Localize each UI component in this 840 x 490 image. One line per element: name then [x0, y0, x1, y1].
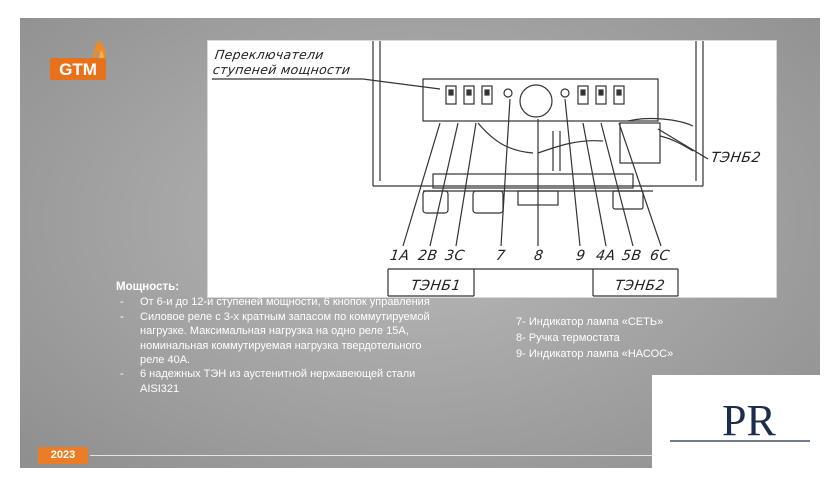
callout-1a: 1A: [388, 248, 411, 264]
year-badge: 2023: [38, 447, 88, 464]
callout-7: 7: [494, 248, 507, 264]
power-title: Мощность:: [116, 281, 180, 293]
callout-legend: [516, 314, 673, 362]
power-description: [116, 280, 436, 396]
legend-item-9: 9- Индикатор лампа «НАСОС»: [516, 348, 674, 360]
callout-8: 8: [532, 248, 545, 264]
callout-6c: 6C: [648, 248, 671, 264]
callout-3c: 3C: [443, 248, 466, 264]
legend-item-8: 8- Ручка термостата: [516, 332, 620, 344]
callout-2b: 2B: [416, 248, 439, 264]
drawing-title: [212, 47, 354, 77]
pr-monogram-icon: [670, 389, 810, 459]
power-feature-item: - 6 надежных ТЭН из аустенитной нержавеющей стали AISI321: [116, 367, 436, 396]
callout-5b: 5B: [620, 248, 643, 264]
wiring-diagram: [207, 40, 777, 298]
side-label-tenb2: ТЭНБ2: [709, 150, 763, 166]
drawing-title-line1: Переключатели: [214, 47, 325, 62]
svg-text:PR: PR: [722, 396, 776, 445]
watermark-logo: [652, 375, 824, 473]
power-feature-item: - От 6-и до 12-и ступеней мощности, 6 кнопок управления: [116, 295, 436, 309]
group-label-left: ТЭНБ1: [409, 278, 463, 294]
company-logo: [48, 38, 112, 84]
callout-9: 9: [574, 248, 587, 264]
power-feature-item: - Силовое реле с 3-х кратным запасом по коммутируемой нагрузке. Максимальная нагрузка на одно реле 15А, номинальная коммутируемая нагрузка твердотельного реле 40А.: [116, 310, 436, 368]
svg-text:GTM: GTM: [59, 60, 97, 79]
callout-4a: 4A: [594, 248, 617, 264]
power-features-list: [116, 295, 436, 396]
group-label-right: ТЭНБ2: [613, 278, 667, 294]
drawing-title-line2: ступеней мощности: [211, 62, 352, 77]
control-panel-drawing: [208, 41, 778, 299]
legend-item-7: 7- Индикатор лампа «СЕТЬ»: [516, 316, 664, 328]
